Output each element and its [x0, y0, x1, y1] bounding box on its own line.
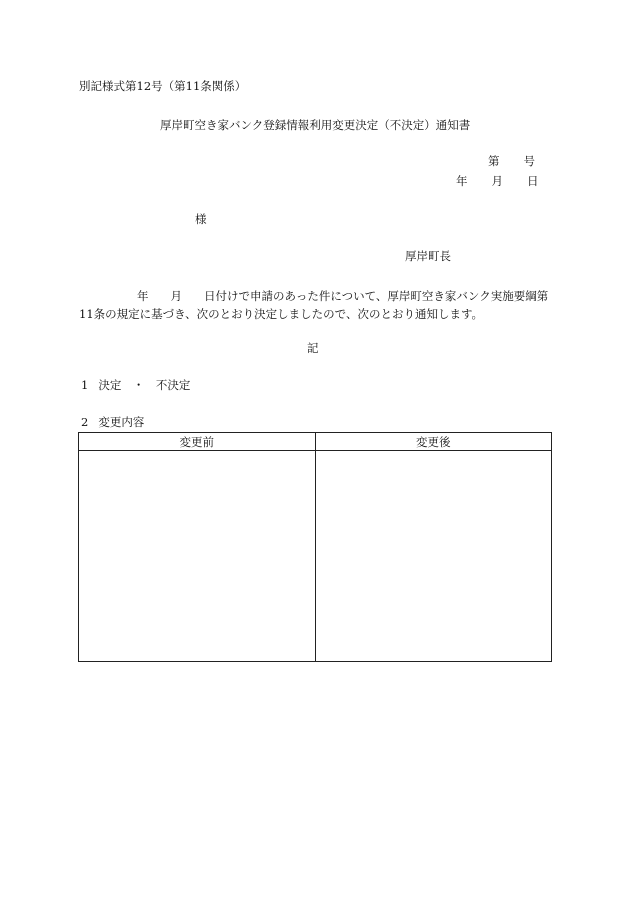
- change-table: [78, 432, 552, 662]
- sender-name: 厚岸町長: [405, 249, 451, 263]
- body-paragraph: [79, 287, 559, 323]
- column-before: 変更前: [79, 433, 316, 451]
- item-decision: [81, 380, 190, 392]
- item2-label: 変更内容: [98, 415, 145, 429]
- date-day: 日: [527, 174, 539, 188]
- item2-number: 2: [81, 415, 89, 429]
- date-month: 月: [491, 174, 503, 188]
- body-year: 年: [137, 289, 149, 303]
- cell-before[interactable]: [79, 451, 316, 662]
- date-year: 年: [456, 174, 468, 188]
- document-number-line: [488, 156, 535, 168]
- date-line: [456, 176, 539, 188]
- table-row: [79, 451, 552, 662]
- number-dai: 第: [488, 154, 500, 168]
- document-title: 厚岸町空き家バンク登録情報利用変更決定（不決定）通知書: [160, 118, 471, 132]
- item1-number: 1: [81, 378, 89, 392]
- form-number: 別記様式第12号（第11条関係）: [79, 79, 247, 93]
- item1-label: 決定 ・ 不決定: [98, 378, 191, 392]
- body-text: 日付けで申請のあった件について、厚岸町空き家バンク実施要綱第11条の規定に基づき、次のとおり決定しましたので、次のとおり通知します。: [79, 289, 549, 321]
- column-after: 変更後: [315, 433, 552, 451]
- number-go: 号: [523, 154, 535, 168]
- ki-heading: 記: [307, 341, 319, 355]
- item-change-content: [81, 417, 144, 429]
- table-header-row: [79, 433, 552, 451]
- addressee-honorific: 様: [195, 212, 207, 226]
- cell-after[interactable]: [315, 451, 552, 662]
- body-month: 月: [170, 289, 182, 303]
